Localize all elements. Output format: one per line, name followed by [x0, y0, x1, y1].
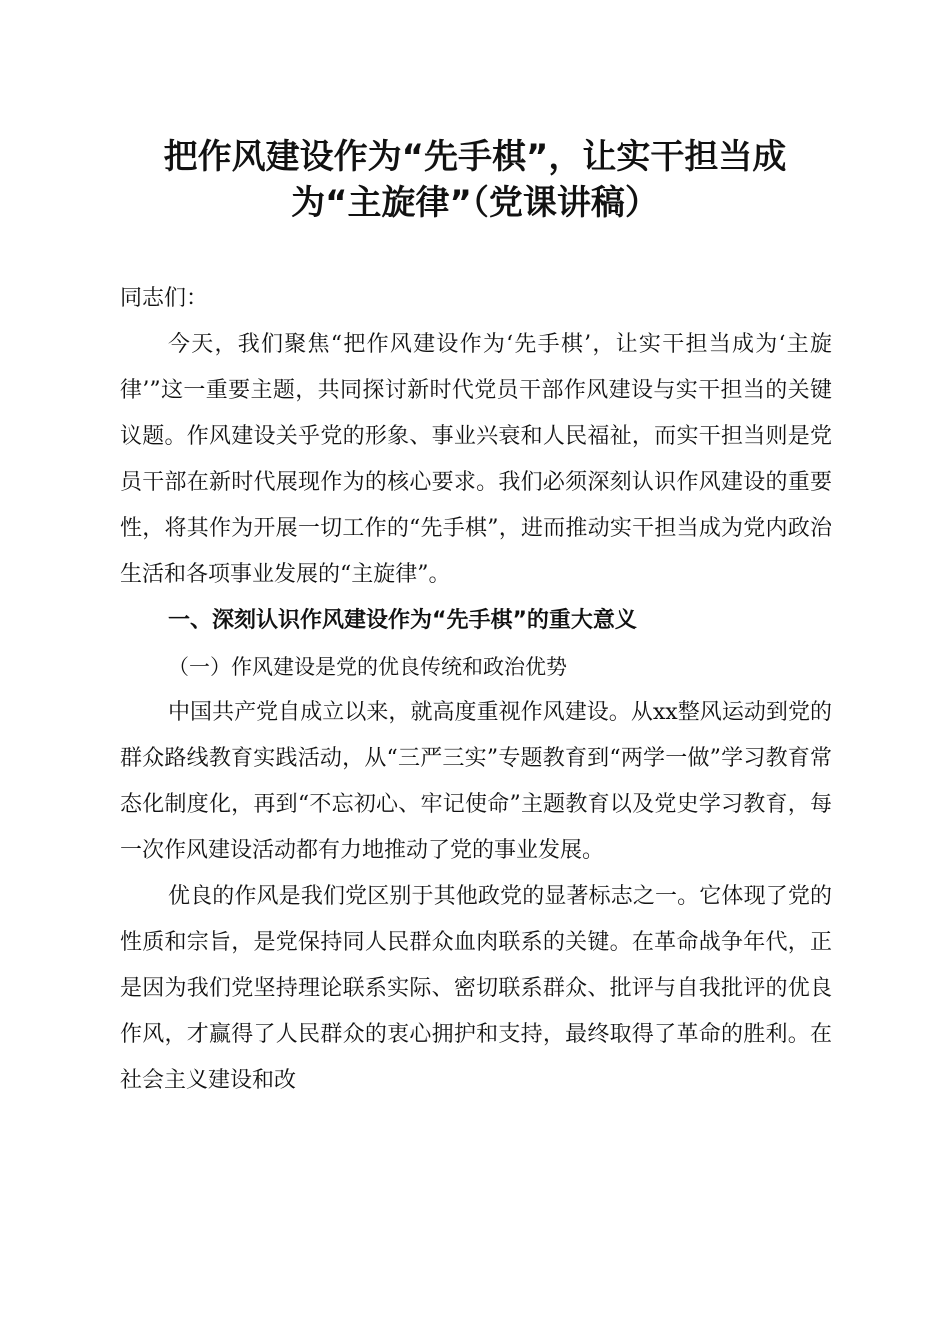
- paragraph-style: 优良的作风是我们党区别于其他政党的显著标志之一。它体现了党的性质和宗旨，是党保持同人民群众血肉联系的关键。在革命战争年代，正是因为我们党坚持理论联系实际、密切联系群众、批评与自我批评的优良作风，才赢得了人民群众的衷心拥护和支持，最终取得了革命的胜利。在社会主义建设和改: [120, 884, 832, 1093]
- paragraph-intro: 今天，我们聚焦“把作风建设作为‘先手棋’，让实干担当成为‘主旋律’”这一重要主题，共同探讨新时代党员干部作风建设与实干担当的关键议题。作风建设关乎党的形象、事业兴衰和人民福祉，而实干担当则是党员干部在新时代展现作为的核心要求。我们必须深刻认识作风建设的重要性，将其作为开展一切工作的“先手棋”，进而推动实干担当成为党内政治生活和各项事业发展的“主旋律”。: [120, 332, 832, 587]
- salutation: 同志们：: [120, 286, 209, 311]
- title-line-1: 把作风建设作为“先手棋”，让实干担当成: [163, 137, 787, 177]
- section-heading-1: 一、深刻认识作风建设作为“先手棋”的重大意义: [168, 608, 637, 633]
- document-body: [120, 276, 832, 1104]
- subsection-heading-1-1: （一）作风建设是党的优良传统和政治优势: [168, 655, 567, 679]
- document-title: [100, 134, 850, 226]
- title-line-2: 为“主旋律”（党课讲稿）: [291, 183, 659, 223]
- paragraph-history: 中国共产党自成立以来，就高度重视作风建设。从xx整风运动到党的群众路线教育实践活动，从“三严三实”专题教育到“两学一做”学习教育常态化制度化，再到“不忘初心、牢记使命”主题教育以及党史学习教育，每一次作风建设活动都有力地推动了党的事业发展。: [120, 700, 832, 863]
